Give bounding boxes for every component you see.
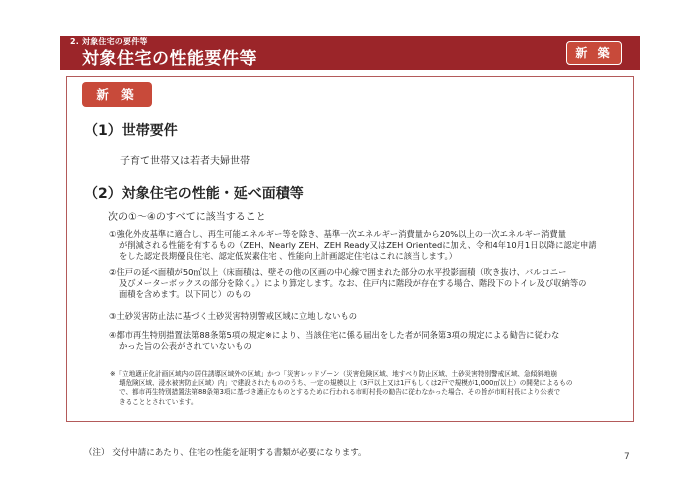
performance-lead: 次の①～④のすべてに該当すること [108, 212, 266, 223]
requirement-item: ③土砂災害防止法に基づく土砂災害特別警戒区域に立地しないもの [109, 311, 358, 321]
card-new-build-badge: 新 築 [82, 82, 152, 107]
section-label: 2. 対象住宅の要件等 [70, 37, 148, 46]
new-build-badge: 新 築 [566, 41, 622, 65]
footer-note: （注） 交付申請にあたり、住宅の性能を証明する書類が必要になります。 [84, 448, 367, 458]
requirement-item: ①強化外皮基準に適合し、再生可能エネルギー等を除き、基準一次エネルギー消費量から20%以上の一次エネルギー消費量 が削減される性能を有するもの（ZEH、Nearly ZEH、ZEH Ready又はZEH Orientedに加え、令和4年10月1日以降に認定申請 をした認定長期優良住宅、認定低炭素住宅 、性能向上計画認定住宅はこれに該当します。） [109, 229, 597, 261]
performance-heading: （2）対象住宅の性能・延べ面積等 [84, 186, 304, 202]
requirement-item: ②住戸の延べ面積が50㎡以上（床面積は、壁その他の区画の中心線で囲まれた部分の水平投影面積（吹き抜け、バルコニー 及びメーターボックスの部分を除く。）により算定します。なお、住戸内に階段が存在する場合、階段下のトイレ及び収納等の 面積を含めます。以下同じ）のもの [109, 267, 587, 299]
household-requirement-heading: （1）世帯要件 [84, 123, 178, 139]
footnote: ※「立地適正化計画区域内の居住誘導区域外の区域」かつ「災害レッドゾーン（災害危険区域、地すべり防止区域、土砂災害特別警戒区域、急傾斜地崩 壊危険区域、浸水被害防止区域）内」で建設されたもののうち、一定の規模以上（3戸以上又は1戸もしくは2戸で規模が1,000㎡以上）の開発によるもの で、都市再生特別措置法第88条第3項に基づき適正なものとするために行われる市町村長の勧告に従わなかった場合、その旨が市町村長により公表で きることとされています。 [110, 370, 573, 406]
page-title: 対象住宅の性能要件等 [82, 49, 257, 69]
requirement-item: ④都市再生特別措置法第88条第5項の規定※により、当該住宅に係る届出をした者が同条第3項の規定による勧告に従わな かった旨の公表がされていないもの [109, 330, 560, 351]
household-requirement-text: 子育て世帯又は若者夫婦世帯 [120, 156, 250, 167]
page-number: 7 [624, 452, 630, 462]
